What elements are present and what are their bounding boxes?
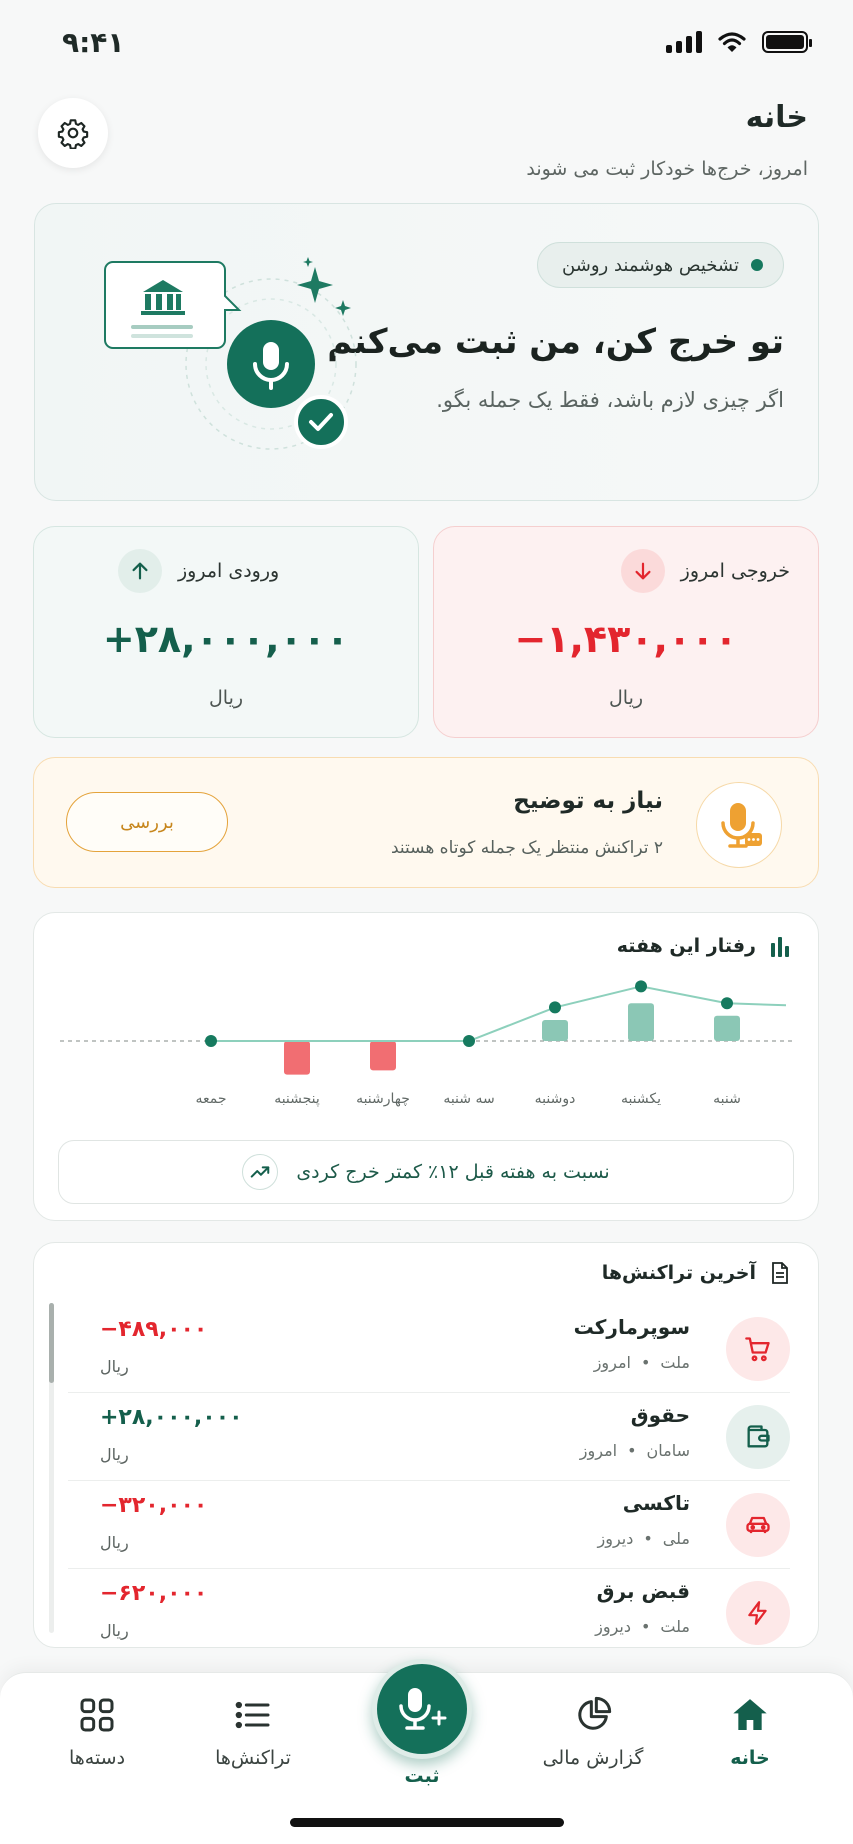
chart-point xyxy=(721,997,733,1009)
meta-separator: • xyxy=(643,1529,653,1548)
transaction-unit: ریال xyxy=(100,1445,129,1464)
chart-x-label: دوشنبه xyxy=(534,1091,576,1107)
chart-x-label: یکشنبه xyxy=(620,1091,662,1107)
transaction-meta xyxy=(595,1617,690,1636)
income-header xyxy=(118,549,279,593)
latest-transactions-card xyxy=(33,1242,819,1648)
transaction-meta xyxy=(598,1529,691,1548)
chart-bar xyxy=(370,1041,396,1070)
transaction-meta xyxy=(594,1353,690,1372)
hero-subtitle: اگر چیزی لازم باشد، فقط یک جمله بگو. xyxy=(436,388,784,412)
transaction-name: سوپرمارکت xyxy=(573,1315,690,1339)
record-button[interactable] xyxy=(372,1659,472,1759)
income-unit: ریال xyxy=(208,687,244,709)
transaction-amount: −۴۸۹,۰۰۰ xyxy=(100,1317,208,1342)
status-dot xyxy=(751,259,763,271)
transactions-list xyxy=(68,1305,790,1657)
nav-transactions[interactable] xyxy=(178,1695,328,1769)
transaction-name: قبض برق xyxy=(596,1579,690,1603)
income-today-card[interactable] xyxy=(33,526,419,738)
grid-icon xyxy=(77,1695,117,1735)
wallet-icon xyxy=(726,1405,790,1469)
bank-card-icon xyxy=(105,262,239,348)
battery-icon xyxy=(762,31,808,53)
transaction-row-supermarket[interactable] xyxy=(68,1305,790,1393)
nav-financial-report[interactable] xyxy=(518,1695,668,1769)
transaction-bank: ملی xyxy=(662,1529,690,1548)
nav-home-label: خانه xyxy=(730,1747,770,1769)
page-subtitle: امروز، خرج‌ها خودکار ثبت می شوند xyxy=(526,158,808,180)
record-label: ثبت xyxy=(404,1765,440,1787)
nav-categories-label: دسته‌ها xyxy=(68,1747,126,1769)
transactions-title: آخرین تراکنش‌ها xyxy=(601,1262,756,1284)
pending-subtitle: ۲ تراکنش منتظر یک جمله کوتاه هستند xyxy=(390,838,663,858)
transactions-scrollbar[interactable] xyxy=(49,1303,54,1633)
expense-header xyxy=(621,549,790,593)
chart-point xyxy=(635,980,647,992)
sparkle-icon xyxy=(297,257,351,316)
transaction-row-salary[interactable] xyxy=(68,1393,790,1481)
chart-point xyxy=(549,1001,561,1013)
expense-label: خروجی امروز xyxy=(680,560,790,582)
wifi-icon xyxy=(718,31,746,53)
home-indicator[interactable] xyxy=(290,1818,564,1827)
transaction-amount: −۶۲۰,۰۰۰ xyxy=(100,1581,208,1606)
transaction-name: تاکسی xyxy=(622,1491,690,1515)
cellular-signal-icon xyxy=(666,31,702,53)
document-icon xyxy=(770,1261,790,1285)
arrow-up-icon xyxy=(118,549,162,593)
review-button[interactable]: بررسی xyxy=(66,792,228,852)
transaction-day: دیروز xyxy=(595,1617,631,1636)
transaction-bank: سامان xyxy=(646,1441,690,1460)
chart-point xyxy=(463,1035,475,1047)
bolt-icon xyxy=(726,1581,790,1645)
meta-separator: • xyxy=(627,1441,637,1460)
transaction-row-electricity-bill[interactable] xyxy=(68,1569,790,1657)
arrow-down-icon xyxy=(621,549,665,593)
settings-button[interactable] xyxy=(38,98,108,168)
comparison-text: نسبت به هفته قبل ۱۲٪ کمتر خرج کردی xyxy=(296,1161,610,1183)
status-time: ۹:۴۱ xyxy=(62,25,125,59)
transaction-unit: ریال xyxy=(100,1357,129,1376)
chart-bar xyxy=(628,1003,654,1041)
microphone-chat-icon xyxy=(696,782,782,868)
pending-explanation-card xyxy=(33,757,819,888)
pending-title: نیاز به توضیح xyxy=(513,788,663,814)
trend-up-icon xyxy=(242,1154,278,1190)
chart-x-label: شنبه xyxy=(713,1091,741,1107)
page-title: خانه xyxy=(745,100,808,135)
nav-home[interactable] xyxy=(675,1695,825,1769)
transaction-row-taxi[interactable] xyxy=(68,1481,790,1569)
microphone-add-icon xyxy=(393,1682,451,1736)
meta-separator: • xyxy=(640,1617,651,1636)
home-icon xyxy=(729,1695,771,1735)
chart-bar xyxy=(714,1016,740,1041)
transaction-unit: ریال xyxy=(100,1533,129,1552)
transaction-day: امروز xyxy=(593,1353,631,1372)
smart-detection-badge xyxy=(537,242,784,288)
nav-report-label: گزارش مالی xyxy=(542,1747,644,1769)
hero-illustration xyxy=(71,232,371,482)
chart-point xyxy=(205,1035,217,1047)
income-value: +۲۸,۰۰۰,۰۰۰ xyxy=(102,617,350,661)
status-bar xyxy=(62,22,808,62)
transaction-amount: −۳۲۰,۰۰۰ xyxy=(100,1493,208,1518)
chart-x-label: سه شنبه xyxy=(443,1091,495,1107)
meta-separator: • xyxy=(640,1353,651,1372)
expense-value: −۱,۴۳۰,۰۰۰ xyxy=(514,617,738,661)
gear-icon xyxy=(57,117,89,149)
transaction-unit: ریال xyxy=(100,1621,129,1640)
transaction-name: حقوق xyxy=(630,1403,690,1427)
hero-card xyxy=(34,203,819,501)
nav-categories[interactable] xyxy=(22,1695,172,1769)
transaction-day: دیروز xyxy=(597,1529,634,1548)
weekly-chart xyxy=(34,913,820,1133)
list-icon xyxy=(233,1695,273,1735)
weekly-comparison[interactable] xyxy=(58,1140,794,1204)
expense-today-card[interactable] xyxy=(433,526,819,738)
weekly-behavior-card xyxy=(33,912,819,1221)
chart-bar xyxy=(542,1020,568,1041)
chart-x-label: چهارشنبه xyxy=(356,1091,410,1107)
chart-trend-line xyxy=(211,986,786,1041)
transaction-meta xyxy=(580,1441,690,1460)
hero-title: تو خرج کن، من ثبت می‌کنم xyxy=(327,322,784,362)
transaction-bank: ملت xyxy=(660,1353,690,1372)
transactions-title-row xyxy=(602,1261,790,1285)
smart-detection-label: تشخیص هوشمند روشن xyxy=(562,254,739,276)
cart-icon xyxy=(726,1317,790,1381)
expense-unit: ریال xyxy=(608,687,644,709)
transaction-day: امروز xyxy=(579,1441,618,1460)
income-label: ورودی امروز xyxy=(178,560,280,582)
transaction-bank: ملت xyxy=(660,1617,690,1636)
chart-x-label: پنجشنبه xyxy=(274,1091,320,1107)
pie-chart-icon xyxy=(573,1695,613,1735)
system-icons xyxy=(666,31,808,53)
transaction-amount: +۲۸,۰۰۰,۰۰۰ xyxy=(100,1405,243,1430)
chart-x-label: جمعه xyxy=(195,1091,227,1107)
car-icon xyxy=(726,1493,790,1557)
nav-transactions-label: تراکنش‌ها xyxy=(215,1747,291,1769)
chart-bar xyxy=(284,1041,310,1075)
weekly-title: رفتار این هفته xyxy=(616,935,756,957)
